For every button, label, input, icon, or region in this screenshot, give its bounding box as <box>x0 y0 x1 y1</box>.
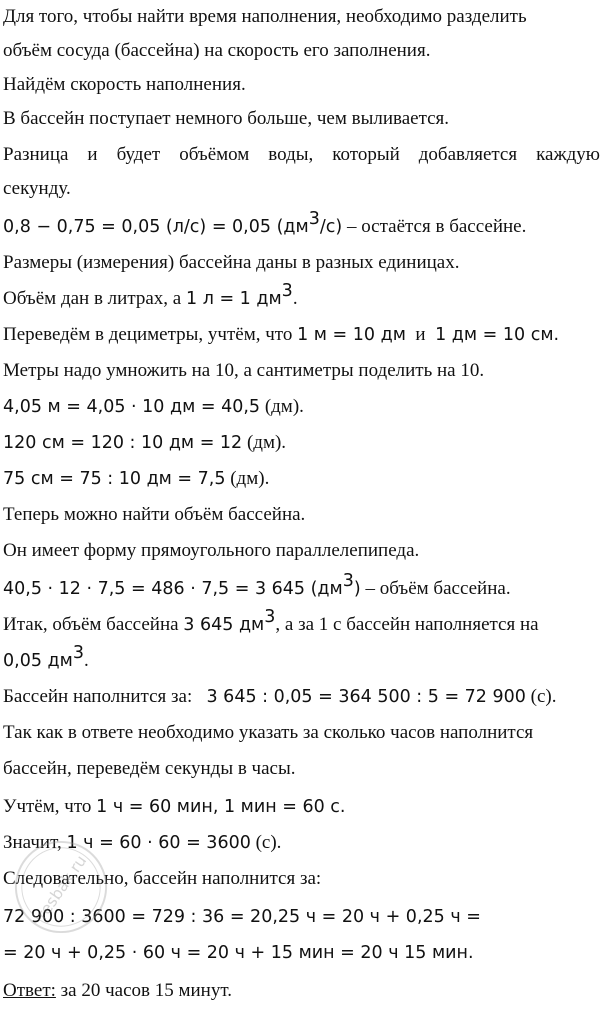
word: добавляется <box>418 144 518 165</box>
line-17 <box>3 686 557 708</box>
formula-decimetre: 1 дм = 10 см. <box>435 325 560 345</box>
superscript: 3 <box>308 209 320 229</box>
unit: (дм). <box>242 432 287 453</box>
note: – остаётся в бассейне. <box>342 216 527 237</box>
answer-line <box>3 980 232 1002</box>
line-5 <box>3 209 527 238</box>
unit: (с). <box>250 832 282 853</box>
line-14: Он имеет форму прямоугольного параллелепипеда. <box>3 540 420 561</box>
line-18a: Так как в ответе необходимо указать за сколько часов наполнится <box>3 722 534 743</box>
formula-height: 75 см = 75 : 10 дм = 7,5 <box>3 469 226 489</box>
unit: (с). <box>525 686 557 707</box>
answer-label: Ответ: <box>3 980 56 1001</box>
formula-litre: 1 л = 1 дм <box>186 289 282 309</box>
superscript: 3 <box>72 643 84 663</box>
formula-volume-end: ) <box>353 579 361 599</box>
formula-metre: 1 м = 10 дм <box>297 325 406 345</box>
line-2: Найдём скорость наполнения. <box>3 74 246 95</box>
formula-volume: 40,5 · 12 · 7,5 = 486 · 7,5 = 3 645 (дм <box>3 579 343 599</box>
line-21: Следовательно, бассейн наполнится за: <box>3 868 322 889</box>
word: объёмом <box>179 144 250 165</box>
text: Итак, объём бассейна <box>3 614 184 635</box>
text: и <box>405 324 436 345</box>
formula-pool-volume: 3 645 дм <box>183 615 265 635</box>
word: который <box>332 144 400 165</box>
watermark-seal <box>12 838 110 936</box>
word: и <box>87 144 98 165</box>
line-10 <box>3 396 304 418</box>
line-4a <box>3 144 600 166</box>
line-8 <box>3 324 559 346</box>
formula-rate-end: /с) <box>319 217 343 237</box>
line-13: Теперь можно найти объём бассейна. <box>3 504 306 525</box>
superscript: 3 <box>281 281 293 301</box>
formula-seconds: 3 645 : 0,05 = 364 500 : 5 = 72 900 <box>206 687 526 707</box>
text: . <box>292 288 298 309</box>
line-19 <box>3 796 345 818</box>
formula-hour: 1 ч = 60 мин, 1 мин = 60 с. <box>96 797 346 817</box>
line-1b: объём сосуда (бассейна) на скорость его заполнения. <box>3 40 431 61</box>
answer-text: за 20 часов 15 минут. <box>55 980 232 1001</box>
line-15 <box>3 571 511 600</box>
unit: (дм). <box>260 396 304 417</box>
text: Значит, <box>3 832 67 853</box>
text: Учтём, что <box>3 796 97 817</box>
formula-flow: 0,05 дм <box>3 651 73 671</box>
line-1a: Для того, чтобы найти время наполнения, необходимо разделить <box>3 6 527 27</box>
line-16a <box>3 607 539 636</box>
line-6: Размеры (измерения) бассейна даны в разных единицах. <box>3 252 460 273</box>
line-23 <box>3 942 474 964</box>
text: Бассейн наполнится за: <box>3 686 207 707</box>
word: Разница <box>3 144 69 165</box>
line-16b <box>3 643 89 672</box>
note: – объём бассейна. <box>360 578 511 599</box>
superscript: 3 <box>264 607 276 627</box>
text: . <box>83 650 89 671</box>
word: каждую <box>536 144 600 165</box>
formula-hours-2: = 20 ч + 0,25 · 60 ч = 20 ч + 15 мин = 20 ч 15 мин. <box>3 943 474 963</box>
text: , а за 1 с бассейн наполняется на <box>275 614 539 635</box>
line-7 <box>3 281 298 310</box>
line-4b: секунду. <box>3 178 71 199</box>
formula-hour-seconds: 1 ч = 60 · 60 = 3600 <box>66 833 251 853</box>
watermark-text: resbak.ru <box>32 851 91 923</box>
line-11 <box>3 432 286 454</box>
formula-hours-1: 72 900 : 3600 = 729 : 36 = 20,25 ч = 20 ч + 0,25 ч = <box>3 907 481 927</box>
text: Переведём в дециметры, учтём, что <box>3 324 298 345</box>
line-9: Метры надо умножить на 10, а сантиметры поделить на 10. <box>3 360 485 381</box>
line-3: В бассейн поступает немного больше, чем выливается. <box>3 108 450 129</box>
formula-length: 4,05 м = 4,05 · 10 дм = 40,5 <box>3 397 261 417</box>
formula-width: 120 см = 120 : 10 дм = 12 <box>3 433 243 453</box>
word: воды, <box>268 144 314 165</box>
text: Объём дан в литрах, а <box>3 288 186 309</box>
line-12 <box>3 468 269 490</box>
line-18b: бассейн, переведём секунды в часы. <box>3 758 296 779</box>
formula-rate: 0,8 − 0,75 = 0,05 (л/с) = 0,05 (дм <box>3 217 309 237</box>
superscript: 3 <box>342 571 354 591</box>
unit: (дм). <box>225 468 270 489</box>
word: будет <box>116 144 161 165</box>
